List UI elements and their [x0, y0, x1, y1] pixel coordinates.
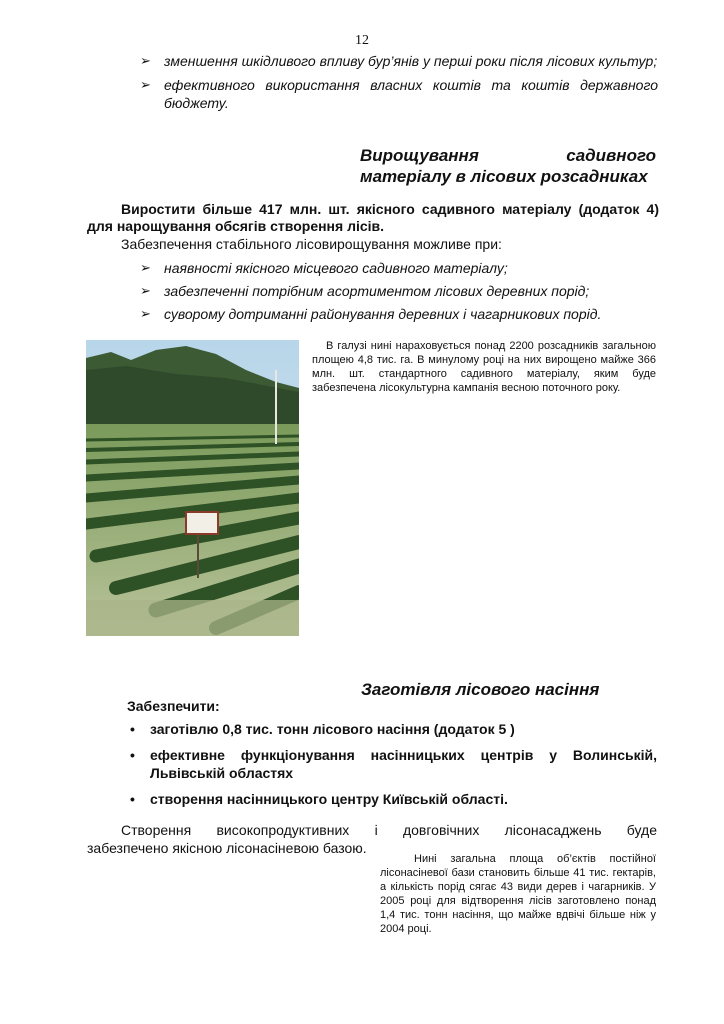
list-item: ➢ ефективного використання власних коштів та коштів державного бюджету.: [140, 77, 658, 111]
dot-bullet-icon: •: [130, 791, 135, 807]
list-item: • заготівлю 0,8 тис. тонн лісового насіння (додаток 5 ): [130, 721, 515, 737]
section-heading-seeds: Заготівля лісового насіння: [361, 680, 600, 699]
seed-sidebar-note: Нині загальна площа об’єктів постійної лісонасіневої бази становить більше 41 тис. гектарів, а кількість порід сягає 43 види дерев і чагарників. У 2005 році для відтворення лісів заготовлено понад 1,4 тис. тонн насіння, що майже вдвічі більше ніж у 2004 році.: [380, 853, 656, 935]
list-item: ➢ зменшення шкідливого впливу бур’янів у перші роки після лісових культур;: [140, 53, 658, 69]
dot-bullet-icon: •: [130, 747, 135, 763]
goal-paragraph: Виростити більше 417 млн. шт. якісного садивного матеріалу (додаток 4) для нарощування обсягів створення лісів.: [87, 201, 659, 234]
seed-base-paragraph: Створення високопродуктивних і довговічних лісонасаджень буде забезпечено якісною лісонасіневою базою.: [87, 822, 657, 856]
section-heading-nursery: Вирощування садивного матеріалу в лісових розсадниках: [360, 146, 656, 186]
ensure-label: Забезпечити:: [127, 698, 220, 714]
seed-bullet-list: [127, 720, 657, 816]
top-bullet-list: [138, 52, 658, 118]
list-item: ➢ наявності якісного місцевого садивного матеріалу;: [140, 260, 508, 276]
list-item: ➢ забезпеченні потрібним асортиментом лісових деревних порід;: [140, 283, 590, 299]
list-item: • ефективне функціонування насінницьких центрів у Волинській, Львівській областях: [130, 747, 657, 781]
list-item: ➢ суворому дотриманні районування деревних і чагарникових порід.: [140, 306, 602, 322]
dot-bullet-icon: •: [130, 721, 135, 737]
intro-text: Забезпечення стабільного лісовирощування можливе при:: [121, 236, 502, 252]
nursery-sidebar-note: В галузі нині нараховується понад 2200 розсадників загальною площею 4,8 тис. га. В минулому році на них вирощено майже 366 млн. шт. стандартного садивного матеріалу, яким буде забезпечена лісокультурна кампанія весною поточного року.: [312, 340, 656, 394]
nursery-photo: [86, 340, 299, 636]
list-item: • створення насінницького центру Київській області.: [130, 791, 508, 807]
arrow-bullet-icon: ➢: [140, 53, 151, 68]
nursery-bullet-list: [138, 259, 678, 328]
page-number: 12: [355, 33, 369, 48]
arrow-bullet-icon: ➢: [140, 260, 151, 275]
arrow-bullet-icon: ➢: [140, 77, 151, 92]
arrow-bullet-icon: ➢: [140, 283, 151, 298]
arrow-bullet-icon: ➢: [140, 306, 151, 321]
